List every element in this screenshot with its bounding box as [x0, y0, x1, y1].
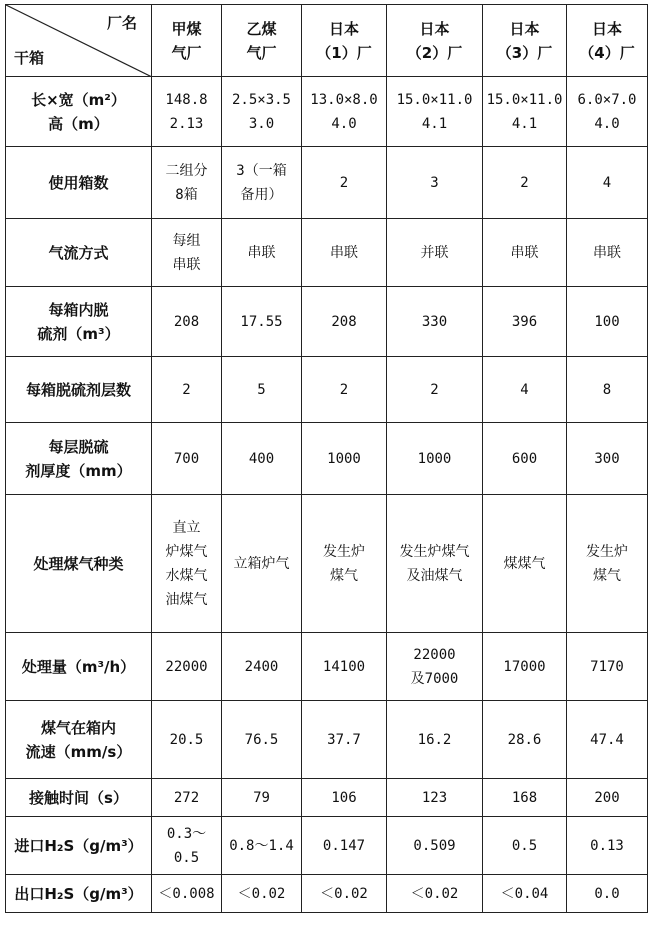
plant-header-cell — [387, 5, 483, 77]
cell-line: 106 — [331, 789, 357, 806]
value-cell — [302, 633, 387, 701]
cell-line: 煤气 — [330, 567, 358, 584]
value-cell — [302, 779, 387, 817]
cell-line: 气流方式 — [48, 243, 109, 262]
cell-line: 20.5 — [169, 731, 204, 748]
value-cell — [302, 77, 387, 147]
value-cell — [483, 779, 567, 817]
value-cell — [387, 779, 483, 817]
row-label-cell — [6, 77, 152, 147]
value-cell — [387, 423, 483, 495]
value-cell — [302, 423, 387, 495]
table-row — [6, 633, 648, 701]
cell-line: 串联 — [330, 244, 358, 261]
plant-header-cell — [302, 5, 387, 77]
cell-line: 3 — [430, 174, 439, 191]
cell-line: 串联 — [247, 244, 276, 261]
value-cell — [222, 779, 302, 817]
row-label-cell — [6, 423, 152, 495]
value-cell — [387, 77, 483, 147]
cell-line: 17000 — [503, 658, 546, 675]
cell-line: 4.0 — [331, 115, 357, 132]
row-label-cell — [6, 779, 152, 817]
cell-line: 14100 — [322, 658, 366, 675]
cell-line: 发生炉 — [323, 543, 365, 560]
cell-line: 400 — [248, 450, 275, 467]
cell-line: 208 — [173, 313, 200, 330]
table-row — [6, 357, 648, 423]
cell-line: 炉煤气 — [165, 543, 208, 560]
corner-bottom-label: 干箱 — [14, 49, 45, 67]
table-row — [6, 779, 648, 817]
cell-line: 8 — [602, 381, 612, 398]
cell-line: 煤煤气 — [503, 555, 546, 572]
value-cell — [222, 219, 302, 287]
cell-line: 4.1 — [421, 115, 448, 132]
value-cell — [222, 495, 302, 633]
value-cell — [483, 633, 567, 701]
table-row — [6, 287, 648, 357]
cell-line: （4）厂 — [579, 43, 635, 62]
value-cell — [387, 817, 483, 875]
cell-line: 396 — [511, 313, 538, 330]
cell-line: 发生炉 — [586, 543, 628, 560]
value-cell — [387, 701, 483, 779]
value-cell — [152, 817, 222, 875]
value-cell — [483, 875, 567, 913]
value-cell — [483, 423, 567, 495]
cell-line: ＜0.008 — [158, 885, 215, 902]
cell-line: 串联 — [172, 256, 201, 273]
cell-line: 17.55 — [240, 313, 283, 330]
value-cell — [302, 287, 387, 357]
cell-line: 37.7 — [327, 731, 361, 748]
value-cell — [222, 357, 302, 423]
cell-line: 流速（mm/s） — [25, 742, 132, 761]
cell-line: 3（一箱 — [236, 162, 287, 179]
cell-line: 2.13 — [169, 115, 204, 132]
cell-line: 每组 — [172, 232, 201, 249]
plant-header-cell — [483, 5, 567, 77]
value-cell — [152, 357, 222, 423]
cell-line: 1000 — [417, 450, 452, 467]
cell-line: 及7000 — [410, 670, 459, 687]
cell-line: 处理量（m³/h） — [21, 657, 136, 676]
cell-line: 煤气在箱内 — [40, 718, 116, 737]
cell-line: 每箱脱硫剂层数 — [25, 380, 131, 399]
cell-line: 148.8 — [165, 91, 208, 108]
cell-line: 高（m） — [48, 114, 109, 133]
cell-line: 油煤气 — [165, 591, 208, 608]
value-cell — [483, 495, 567, 633]
cell-line: 208 — [331, 313, 357, 330]
value-cell — [222, 633, 302, 701]
cell-line: 0.147 — [322, 837, 366, 854]
cell-line: ＜0.02 — [410, 885, 459, 902]
cell-line: 200 — [594, 789, 620, 806]
cell-line: 2 — [339, 381, 349, 398]
cell-line: 乙煤 — [246, 19, 277, 38]
cell-line: 22000 — [165, 658, 208, 675]
cell-line: 700 — [173, 450, 200, 467]
value-cell — [567, 287, 648, 357]
cell-line: 长×宽（m²） — [31, 90, 126, 109]
cell-line: 168 — [511, 789, 538, 806]
value-cell — [152, 633, 222, 701]
cell-line: 进口H₂S（g/m³） — [14, 836, 143, 855]
table-container — [5, 4, 648, 913]
value-cell — [567, 817, 648, 875]
cell-line: 8箱 — [175, 186, 198, 203]
cell-line: 0.8～1.4 — [229, 837, 294, 854]
cell-line: 330 — [421, 313, 448, 330]
value-cell — [222, 817, 302, 875]
value-cell — [483, 817, 567, 875]
row-label-cell — [6, 875, 152, 913]
cell-line: 日本 — [509, 19, 540, 38]
value-cell — [152, 287, 222, 357]
row-label-cell — [6, 633, 152, 701]
cell-line: 15.0×11.0 — [486, 91, 563, 108]
cell-line: 300 — [594, 450, 620, 467]
cell-line: 2 — [520, 174, 529, 191]
cell-line: 47.4 — [590, 731, 624, 748]
value-cell — [387, 357, 483, 423]
value-cell — [567, 633, 648, 701]
row-label-cell — [6, 287, 152, 357]
value-cell — [567, 147, 648, 219]
table-row — [6, 219, 648, 287]
plant-header-cell — [222, 5, 302, 77]
value-cell — [567, 77, 648, 147]
value-cell — [483, 357, 567, 423]
cell-line: 2 — [430, 381, 439, 398]
cell-line: （2）厂 — [406, 43, 463, 62]
row-label-cell — [6, 357, 152, 423]
cell-line: ＜0.02 — [237, 885, 286, 902]
value-cell — [152, 77, 222, 147]
value-cell — [302, 817, 387, 875]
row-label-cell — [6, 817, 152, 875]
cell-line: 立箱炉气 — [233, 555, 290, 572]
cell-line: （3）厂 — [496, 43, 553, 62]
row-label-cell — [6, 219, 152, 287]
value-cell — [387, 287, 483, 357]
value-cell — [302, 875, 387, 913]
cell-line: 16.2 — [417, 731, 452, 748]
value-cell — [387, 633, 483, 701]
cell-line: 4 — [520, 381, 529, 398]
value-cell — [152, 875, 222, 913]
cell-line: 6.0×7.0 — [577, 91, 637, 108]
value-cell — [152, 147, 222, 219]
value-cell — [152, 779, 222, 817]
cell-line: 并联 — [420, 244, 449, 261]
value-cell — [483, 77, 567, 147]
row-label-cell — [6, 495, 152, 633]
cell-line: 1000 — [327, 450, 361, 467]
cell-line: 水煤气 — [165, 567, 208, 584]
cell-line: 15.0×11.0 — [396, 91, 473, 108]
value-cell — [387, 495, 483, 633]
cell-line: 及油煤气 — [406, 567, 463, 584]
cell-line: ＜0.02 — [320, 885, 368, 902]
cell-line: 0.5 — [511, 837, 538, 854]
cell-line: 2 — [182, 381, 191, 398]
value-cell — [483, 219, 567, 287]
table-row — [6, 495, 648, 633]
desulfurization-box-table — [5, 4, 648, 913]
cell-line: 直立 — [172, 519, 201, 536]
value-cell — [302, 495, 387, 633]
corner-top-label: 厂名 — [106, 14, 137, 32]
cell-line: （1）厂 — [316, 43, 372, 62]
table-row — [6, 817, 648, 875]
cell-line: 79 — [253, 789, 270, 806]
table-row — [6, 875, 648, 913]
cell-line: 4 — [602, 174, 612, 191]
row-label-cell — [6, 701, 152, 779]
row-label-cell — [6, 147, 152, 219]
cell-line: 123 — [421, 789, 448, 806]
value-cell — [483, 701, 567, 779]
cell-line: 日本 — [591, 19, 622, 38]
cell-line: 100 — [594, 313, 620, 330]
cell-line: 5 — [257, 381, 266, 398]
value-cell — [152, 423, 222, 495]
value-cell — [152, 219, 222, 287]
value-cell — [483, 287, 567, 357]
cell-line: 4.1 — [511, 115, 538, 132]
cell-line: 串联 — [593, 244, 621, 261]
value-cell — [302, 219, 387, 287]
cell-line: 出口H₂S（g/m³） — [14, 884, 143, 903]
value-cell — [387, 875, 483, 913]
table-row — [6, 423, 648, 495]
table-row — [6, 77, 648, 147]
value-cell — [222, 701, 302, 779]
cell-line: 使用箱数 — [48, 173, 109, 192]
corner-header-cell — [6, 5, 152, 77]
cell-line: 日本 — [328, 19, 359, 38]
value-cell — [483, 147, 567, 219]
value-cell — [222, 875, 302, 913]
value-cell — [222, 77, 302, 147]
value-cell — [222, 147, 302, 219]
plant-header-cell — [567, 5, 648, 77]
table-row — [6, 147, 648, 219]
header-row — [6, 5, 648, 77]
cell-line: 0.0 — [594, 885, 620, 902]
cell-line: 每层脱硫 — [48, 437, 109, 456]
cell-line: 2.5×3.5 — [231, 91, 291, 108]
value-cell — [152, 495, 222, 633]
cell-line: 发生炉煤气 — [399, 543, 470, 560]
cell-line: 气厂 — [246, 43, 277, 62]
cell-line: 2400 — [244, 658, 279, 675]
value-cell — [387, 219, 483, 287]
value-cell — [567, 779, 648, 817]
cell-line: 二组分 — [165, 162, 208, 179]
value-cell — [567, 875, 648, 913]
value-cell — [567, 495, 648, 633]
table-row — [6, 701, 648, 779]
cell-line: 剂厚度（mm） — [25, 461, 132, 480]
cell-line: 0.509 — [413, 837, 456, 854]
value-cell — [302, 147, 387, 219]
cell-line: 2 — [339, 174, 349, 191]
cell-line: 处理煤气种类 — [33, 554, 124, 573]
value-cell — [567, 357, 648, 423]
cell-line: 272 — [173, 789, 200, 806]
value-cell — [222, 287, 302, 357]
cell-line: 28.6 — [507, 731, 542, 748]
cell-line: 硫剂（m³） — [37, 324, 120, 343]
value-cell — [567, 701, 648, 779]
cell-line: 煤气 — [593, 567, 621, 584]
cell-line: 0.5 — [173, 849, 200, 866]
value-cell — [302, 701, 387, 779]
cell-line: 0.13 — [590, 837, 624, 854]
cell-line: 7170 — [590, 658, 624, 675]
cell-line: 13.0×8.0 — [310, 91, 378, 108]
value-cell — [302, 357, 387, 423]
value-cell — [387, 147, 483, 219]
cell-line: 串联 — [510, 244, 539, 261]
cell-line: 甲煤 — [171, 19, 202, 38]
value-cell — [567, 219, 648, 287]
cell-line: 接触时间（s） — [29, 788, 128, 807]
cell-line: 每箱内脱 — [48, 300, 109, 319]
cell-line: 22000 — [413, 646, 456, 663]
plant-header-cell — [152, 5, 222, 77]
cell-line: 76.5 — [244, 731, 279, 748]
cell-line: 3.0 — [248, 115, 275, 132]
cell-line: 备用） — [240, 186, 283, 203]
cell-line: 4.0 — [594, 115, 620, 132]
value-cell — [567, 423, 648, 495]
value-cell — [152, 701, 222, 779]
value-cell — [222, 423, 302, 495]
cell-line: 0.3～ — [166, 825, 207, 842]
cell-line: ＜0.04 — [500, 885, 549, 902]
cell-line: 日本 — [419, 19, 450, 38]
cell-line: 气厂 — [171, 43, 202, 62]
cell-line: 600 — [511, 450, 538, 467]
